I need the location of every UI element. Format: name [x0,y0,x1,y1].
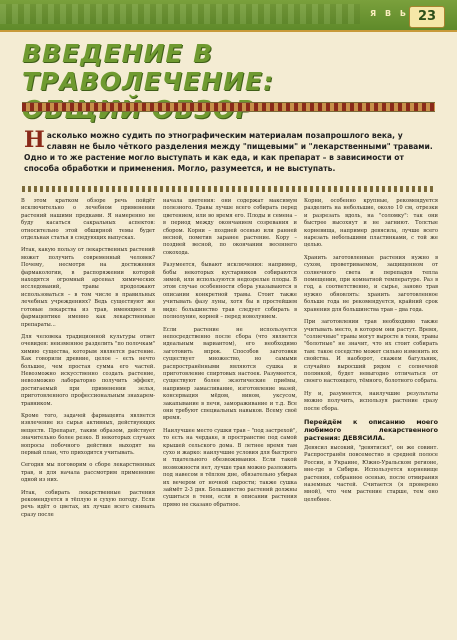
lead-divider [22,186,435,192]
column-3 [304,198,438,509]
paragraph: Ну и, разумеется, наилучшие результаты можно получить, используя растение сразу после сбора. [304,390,438,412]
paragraph: Разумеется, бывают исключения: например, бобы некоторых кустарников собираются зимой, или используются недозрелые плоды. В этом случае особенности сбора указываются в описании конкретной травы. Стоит также учитывать фазу луны, хотя бы в простейшем виде: большинство трав следует собирать в полнолуние, корней – перед новолунием. [163,262,297,321]
column-1 [21,198,155,524]
paragraph: Для человека традиционной культуры ответ очевиден: неизменное разделить "по полочкам" химию существа, которым является растение. Как говорили древние, целое – есть нечто большее, чем простая сумма его частей. Невозможно искусственно создать растение, невозможно лабораторно получить эффект, достигаемый при применении зелья, приготовленного профессиональным знахарем-травником. [21,333,155,407]
lead-paragraph [24,127,434,174]
ornament-divider [22,102,435,112]
paragraph: Наилучшее место сушки трав – "под застрехой", то есть на чердаке, в пространстве под самой крышей сельского дома. В летнее время там сухо и жарко: наилучшие условия для быстрого и тщательного обезвоживания. Если такой возможности нет, лучше трав можно разложить под навесом в тёплом дне, обязательно убирая их вечером от ночной сырости; также сушка займёт 2-3 дня. Большинство растений должны сушиться в тени, если в описании растения прямо не сказано обратное. [163,427,297,508]
lead-text: асколько можно судить по этнографическим материалам позапрошлого века, у славян не было чёткого разделения между "пищевыми" и "лекарственными" травами. Одно и то же растение могло выступать и как еда, и как препарат – в зависимости от способа обработки и применения. Могло, разумеется, и не выступать. [24,131,433,173]
paragraph: Если растение не используется непосредственно после сбора (что является идеальным вариантом), его необходимо заготовить впрок. Способов заготовки существует множество, но самыми распространёнными являются сушка и приготовление спиртовых настоек. Разумеется, существуют более экзотические приёмы, например замасливание, изготовление мазей, консервация мёдом, вином, уксусом, закапывание в печи, замораживание и т.д. Все они требуют специальных навыков. Всему своё время. [163,326,297,422]
header-band [0,0,457,32]
paragraph: Итак, какую пользу от лекарственных растений может получить современный человек? Почему, несмотря на достижения фармакологии, в распоряжении которой находятся огромный арсенал химических исследований, травы продолжают использоваться – в том числе в правильных лечебных учреждениях? Ведь существуют же готовые лекарства из трав, имеющиеся в фармацевтике именно как лекарственные препараты... [21,247,155,328]
paragraph: Хранить заготовленные растения нужно в сухом, проветриваемом, защищенном от солнечного света и перепадов тепла помещении, при комнатной температуре. Раз в год, а соответственно, и сырье, заново трав нужно обновлять: хранить заготовленное больше года не рекомендуется, крайний срок хранения для большинства трав – два года. [304,254,438,313]
column-2 [163,198,297,514]
paragraph: Девясил высокий, "девятисил", он же совинт. Распространён повсеместно в средней полосе России, в Украине, Южно-Уральском регионе, вне-где в Сибири. Используется корневище растения, собранное осенью, после отмирания наземных частей. Считается (я проверено мной), что чем растение старше, тем оно целебнее. [304,444,438,503]
rubric-label: Я В Ь [370,9,409,18]
drop-cap: Н [24,127,45,153]
paragraph: начала цветения: они содержат максимум полезного. Травы лучше всего собирать перед цветением, или во время его. Плоды и семена – в период между окончанием созревания и сбором. Корни – поздней осенью или ранней весной, пометив заранее растение. Кору – поздней весной, по окончании весеннего сокохода. [163,198,297,256]
paragraph: Кроме того, задачей фармацевта является извлечение из сырья активных, действующих веществ. Препарат, таким образом, действует значительно более резко. В некоторых случаях вопросы побочного действия выходят на первый план, что приходится учитывать. [21,412,155,456]
paragraph: При заготовлении трав необходимо также учитывать место, в котором они растут. Время, "солнечные" травы могут выросте в тени, травы "болотные" не значит, что их стоит собирать там: такое соседство может сильно изменить их свойства. И наоборот, скажем багульник, случайно выросший рядом с солнечной полянкой, будет невыгодно отличаться от своего настоящего, тёмного, болотного собрата. [304,319,438,385]
paragraph: Корни, особенно крупные, рекомендуется разделить на небольшие, около 10 см, отрезки и разрезать вдоль, на "соломку": так они быстрее высохнут и не загниют. Толстые корневища, например девясила, лучше всего нарезать небольшими пластинками, с той же целью. [304,198,438,249]
page-number: 23 [409,6,445,28]
paragraph: Сегодня мы поговорим о сборе лекарственных трав, и для начала рассмотрим применение одной из них. [21,462,155,484]
title-line-1: ВВЕДЕНИЕ В ТРАВОЛЕЧЕНИЕ: [22,39,275,96]
header-ornament [0,4,360,24]
paragraph: В этом кратком обзоре речь пойдёт исключительно о лечебном применении растений нашими предками. Я намеренно не буду касаться сакральных аспектов: относительно этой обширной темы будет отдельная статья в следующих выпусках. [21,198,155,242]
paragraph: Итак, собирать лекарственные растения рекомендуется в тёплую и сухую погоду. Если речь идёт о цветах, их лучше всего снимать сразу после [21,489,155,518]
section-heading: Перейдём к описанию моего любимого лекарственного растения: ДЕВЯСИЛА. [304,417,438,442]
